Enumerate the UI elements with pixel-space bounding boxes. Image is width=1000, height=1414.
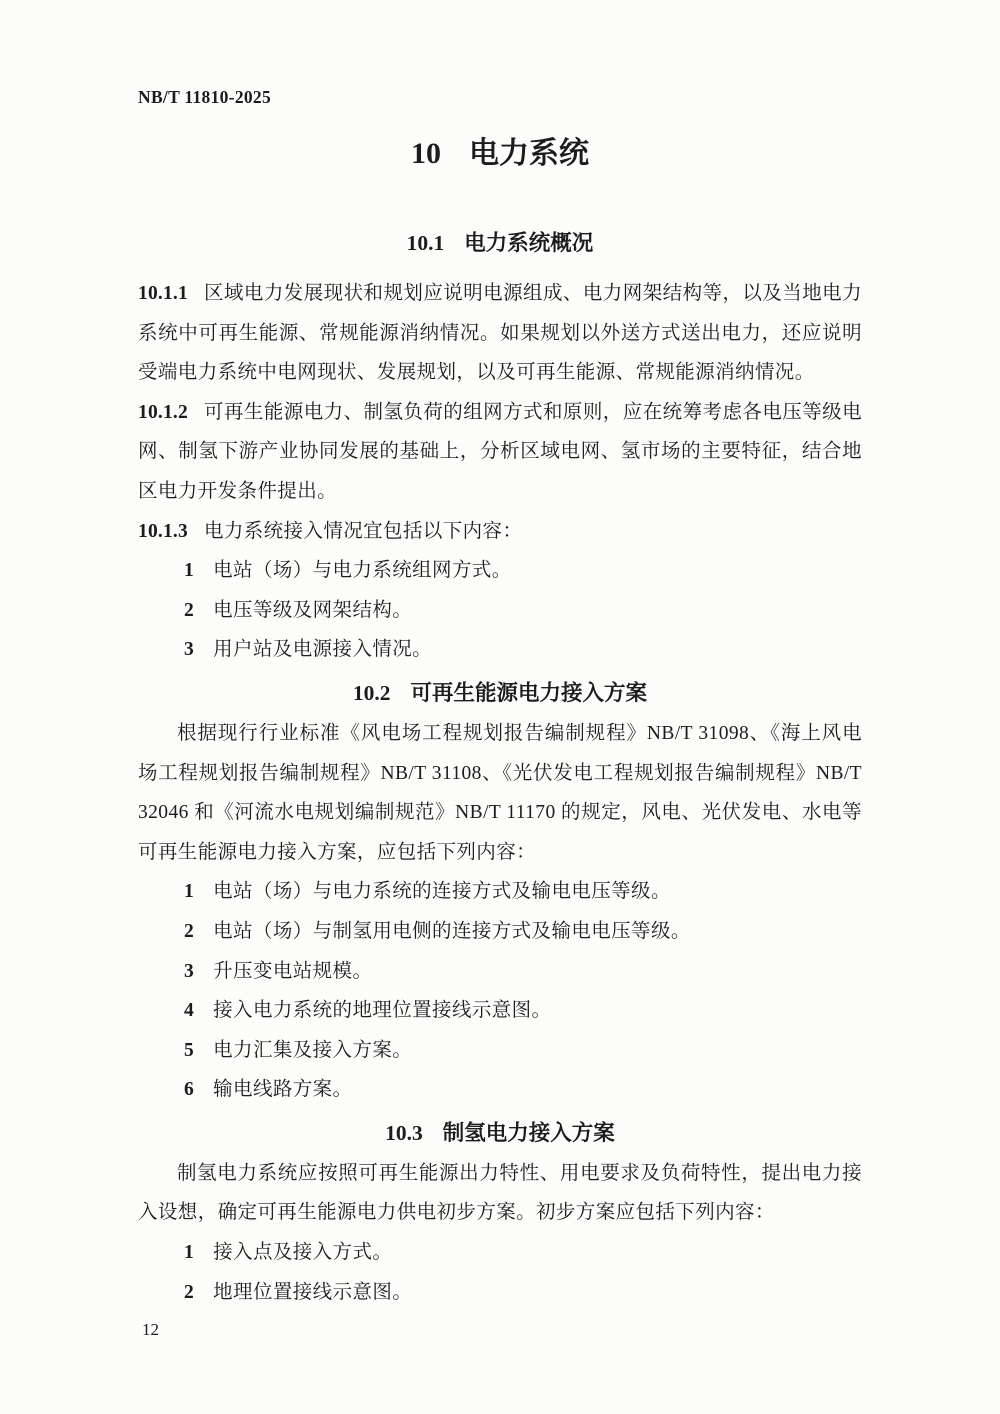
item-number: 3: [184, 960, 195, 982]
section-heading-10-1: [138, 228, 862, 258]
clause-paragraph: [138, 512, 862, 552]
list-item: [138, 991, 862, 1031]
section-title: 可再生能源电力接入方案: [410, 680, 648, 705]
item-text: 电压等级及网架结构。: [213, 599, 413, 621]
item-number: 3: [184, 639, 195, 661]
standard-code: NB/T 11810-2025: [138, 87, 272, 107]
item-number: 2: [184, 599, 195, 621]
item-text: 接入电力系统的地理位置接线示意图。: [213, 1000, 552, 1022]
section-10-2-body: [138, 714, 862, 1110]
clause-number: 10.1.3: [138, 520, 188, 542]
section-10-3-body: [138, 1154, 862, 1312]
item-text: 地理位置接线示意图。: [213, 1281, 413, 1303]
item-text: 电站（场）与制氢用电侧的连接方式及输电电压等级。: [213, 920, 691, 942]
list-item: [138, 1273, 862, 1313]
section-title: 电力系统概况: [464, 231, 594, 255]
list-item: [138, 630, 862, 670]
clause-text: 区域电力发展现状和规划应说明电源组成、电力网架结构等，以及当地电力系统中可再生能源、常规能源消纳情况。如果规划以外送方式送出电力，还应说明受端电力系统中电网现状、发展规划，以及可再生能源、常规能源消纳情况。: [138, 283, 862, 384]
item-number: 1: [184, 881, 195, 903]
page-number: 12: [142, 1320, 159, 1339]
chapter-title-text: 电力系统: [469, 137, 589, 170]
list-item: [138, 872, 862, 912]
item-text: 输电线路方案。: [213, 1079, 353, 1101]
item-number: 2: [184, 920, 195, 942]
list-item: [138, 591, 862, 631]
section-heading-10-3: [138, 1118, 862, 1148]
section-title: 制氢电力接入方案: [442, 1120, 615, 1145]
item-number: 5: [184, 1039, 195, 1061]
clause-text: 可再生能源电力、制氢负荷的组网方式和原则，应在统筹考虑各电压等级电网、制氢下游产业协同发展的基础上，分析区域电网、氢市场的主要特征，结合地区电力开发条件提出。: [138, 401, 862, 502]
list-item: [138, 1031, 862, 1071]
item-number: 6: [184, 1079, 195, 1101]
list-item: [138, 551, 862, 591]
item-text: 用户站及电源接入情况。: [213, 639, 433, 661]
item-number: 1: [184, 1242, 195, 1264]
clause-text: 电力系统接入情况宜包括以下内容：: [203, 520, 523, 542]
section-heading-10-2: [138, 678, 862, 708]
item-text: 电站（场）与电力系统的连接方式及输电电压等级。: [213, 881, 671, 903]
section-number: 10.3: [385, 1120, 423, 1145]
list-item: [138, 1233, 862, 1273]
section-number: 10.2: [352, 680, 391, 705]
clause-paragraph: [138, 393, 862, 512]
item-number: 1: [184, 560, 195, 582]
clause-number: 10.1.2: [138, 401, 188, 423]
list-item: [138, 952, 862, 992]
section-number: 10.1: [406, 231, 445, 255]
list-item: [138, 912, 862, 952]
intro-paragraph: 制氢电力系统应按照可再生能源出力特性、用电要求及负荷特性，提出电力接入设想，确定可再生能源电力供电初步方案。初步方案应包括下列内容：: [138, 1162, 862, 1224]
item-text: 电站（场）与电力系统组网方式。: [213, 560, 512, 582]
clause-number: 10.1.1: [138, 283, 188, 304]
list-item: [138, 1070, 862, 1110]
item-text: 升压变电站规模。: [213, 960, 373, 982]
item-text: 电力汇集及接入方案。: [213, 1039, 413, 1061]
clause-paragraph: [138, 274, 862, 393]
item-number: 4: [184, 1000, 195, 1022]
item-text: 接入点及接入方式。: [213, 1242, 393, 1264]
intro-paragraph: 根据现行行业标准《风电场工程规划报告编制规程》NB/T 31098、《海上风电场工程规划报告编制规程》NB/T 31108、《光伏发电工程规划报告编制规程》NB/T 32046 和《河流水电规划编制规范》NB/T 11170 的规定，风电、光伏发电、水电等可再生能源电力接入方案，应包括下列内容：: [138, 722, 862, 863]
page-content: [0, 86, 1000, 1312]
item-number: 2: [184, 1281, 195, 1303]
chapter-title: [138, 136, 862, 172]
section-10-1-body: [138, 274, 862, 670]
chapter-number: 10: [411, 137, 441, 170]
